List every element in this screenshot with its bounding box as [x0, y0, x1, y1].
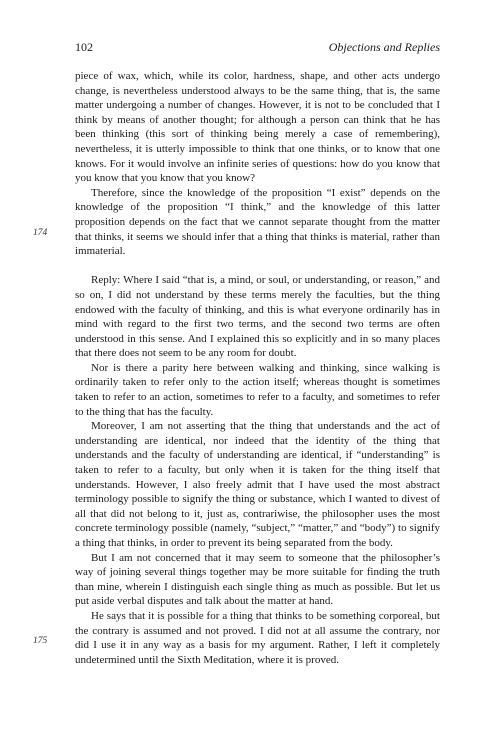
body-text	[75, 69, 440, 667]
paragraph-walking-thinking: Nor is there a parity here between walking and thinking, since walking is ordinarily taken to refer only to the action itself; whereas thought is sometimes taken to refer to an action, sometimes to refer to a faculty, and sometimes to refer to the thing that has the faculty.	[75, 361, 440, 418]
paragraph-reply: Reply: Where I said “that is, a mind, or soul, or understanding, or reason,” and so on, I did not understand by these terms merely the faculties, but the thing endowed with the faculty of thinking, and this is what everyone ordinarily has in mind with regard to the first two terms, and the second two terms are often understood in this sense. And I explained this so explicitly and in so many places that there does not seem to be any room for doubt.	[75, 274, 440, 360]
margin-reference-number: 174	[33, 228, 48, 238]
paragraph-continued: piece of wax, which, while its color, hardness, shape, and other acts undergo change, is nevertheless understood always to be the same thing, that is, the same matter undergoing a number of changes. However, it is not to be concluded that I think by means of another thought; for although a person can think that he has been thinking (this sort of thinking being merely a case of remembering), nevertheless, it is utterly impossible to think that one thinks, or to know that one knows. For it would involve an infinite series of questions: how do you know that you know that you know that you know?	[75, 70, 440, 185]
paragraph-verbal-disputes: But I am not concerned that it may seem to someone that the philosopher’s way of joining several things together may be more suitable for finding the truth than mine, wherein I distinguish each single thing as much as possible. But let us put aside verbal disputes and talk about the matter at hand.	[75, 551, 440, 608]
page-header	[75, 40, 440, 58]
paragraph-objection-conclusion: Therefore, since the knowledge of the proposition “I exist” depends on the knowledge of the proposition “I think,” and the knowledge of this latter proposition depends on the fact that we cannot separate thought from the matter that thinks, it seems we should infer that a thing that thinks is material, rather than immaterial.	[75, 186, 440, 258]
page-number: 102	[75, 40, 93, 54]
paragraph-understanding: Moreover, I am not asserting that the thing that understands and the act of understanding are identical, nor indeed that the identity of the thing that understands and the faculty of understanding are identical, if “understanding” is taken to refer to a faculty, but only when it is taken for the thing itself that understands. However, I also freely admit that I have used the most abstract terminology possible to signify the thing or substance, which I wanted to divest of all that did not belong to it, just as, contrariwise, the philosopher uses the most concrete terminology possible (namely, “subject,” “matter,” and “body”) to signify a thing that thinks, in order to prevent its being separated from the body.	[75, 420, 440, 549]
running-head: Objections and Replies	[328, 40, 440, 54]
paragraph-corporeal: He says that it is possible for a thing that thinks to be something corporeal, but the contrary is assumed and not proved. I did not at all assume the contrary, nor did I use it in any way as a basis for my argument. Rather, I left it completely undetermined until the Sixth Meditation, where it is proved.	[75, 609, 440, 666]
margin-reference-number: 175	[33, 636, 48, 646]
